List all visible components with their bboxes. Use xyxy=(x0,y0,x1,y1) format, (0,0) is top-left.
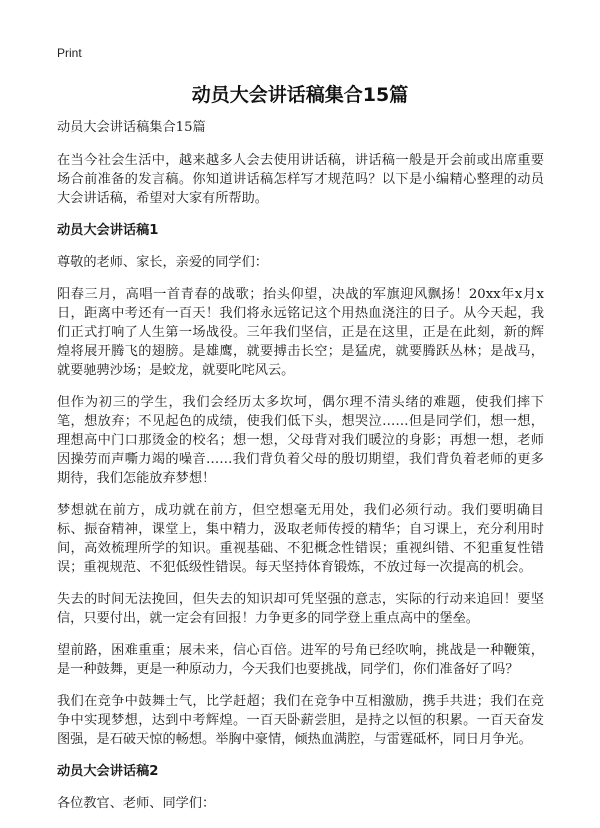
section-heading: 动员大会讲话稿2 xyxy=(57,764,159,779)
section-paragraph: 望前路，困难重重；展未来，信心百倍。进军的号角已经吹响，挑战是一种鞭策，是一种鼓舞，更是一种原动力，今天我们也要挑战，同学们，你们准备好了吗？ xyxy=(57,643,544,677)
document-title: 动员大会讲话稿集合15篇 xyxy=(191,84,409,106)
section-paragraph: 各位教官、老师、同学们： xyxy=(57,796,216,811)
document-body xyxy=(57,118,544,826)
intro-paragraph: 在当今社会生活中，越来越多人会去使用讲话稿，讲话稿一般是开会前或出席重要场合前准备的发言稿。你知道讲话稿怎样写才规范吗？以下是小编精心整理的动员大会讲话稿，希望对大家有所帮助。 xyxy=(57,153,544,206)
section-paragraph: 但作为初三的学生，我们会经历太多坎坷，偶尔理不清头绪的难题，使我们摔下笔，想放弃；不见起色的成绩，使我们低下头，想哭泣……但是同学们，想一想，理想高中门口那烫金的校名；想一想，父母背对我们暖泣的身影；再想一想，老师因操劳而声嘶力竭的噪音……我们背负着父母的殷切期望，我们背负着老师的更多期待，我们怎能放弃梦想！ xyxy=(57,395,544,486)
section-paragraph: 梦想就在前方，成功就在前方，但空想毫无用处，我们必须行动。我们要明确目标、振奋精神，课堂上，集中精力，汲取老师传授的精华；自习课上，充分利用时间，高效梳理所学的知识。重视基础、不犯概念性错误；重视纠错、不犯重复性错误；重视规范、不犯低级性错误。每天坚持体育锻炼，不放过每一次提高的机会。 xyxy=(57,503,544,575)
section-paragraph: 阳春三月，高唱一首青春的战歌；抬头仰望，决战的军旗迎风飘扬！20xx年x月x日，距离中考还有一百天！我们将永远铭记这个用热血浇注的日子。从今天起，我们正式打响了人生第一场战役。三年我们坚信，正是在这里，正是在此刻，新的辉煌将展开腾飞的翅膀。是雄鹰，就要搏击长空；是猛虎，就要腾跃丛林；是战马，就要驰骋沙场；是蛟龙，就要叱咤风云。 xyxy=(57,287,544,378)
print-link[interactable]: Print xyxy=(57,46,82,60)
section-paragraph: 失去的时间无法挽回，但失去的知识却可凭坚强的意志，实际的行动来追回！要坚信，只要付出，就一定会有回报！力争更多的同学登上重点高中的堡垒。 xyxy=(57,592,544,626)
section-heading: 动员大会讲话稿1 xyxy=(57,223,159,238)
document-subtitle: 动员大会讲话稿集合15篇 xyxy=(57,120,206,135)
section-paragraph: 我们在竞争中鼓舞士气，比学赶超；我们在竞争中互相激励，携手共进；我们在竞争中实现梦想，达到中考辉煌。一百天卧薪尝胆，是持之以恒的积累。一百天奋发图强，是石破天惊的畅想。举胸中豪情，倾热血满腔，与雷霆砥杯，同日月争光。 xyxy=(57,694,544,747)
section-paragraph: 尊敬的老师、家长，亲爱的同学们： xyxy=(57,255,268,270)
